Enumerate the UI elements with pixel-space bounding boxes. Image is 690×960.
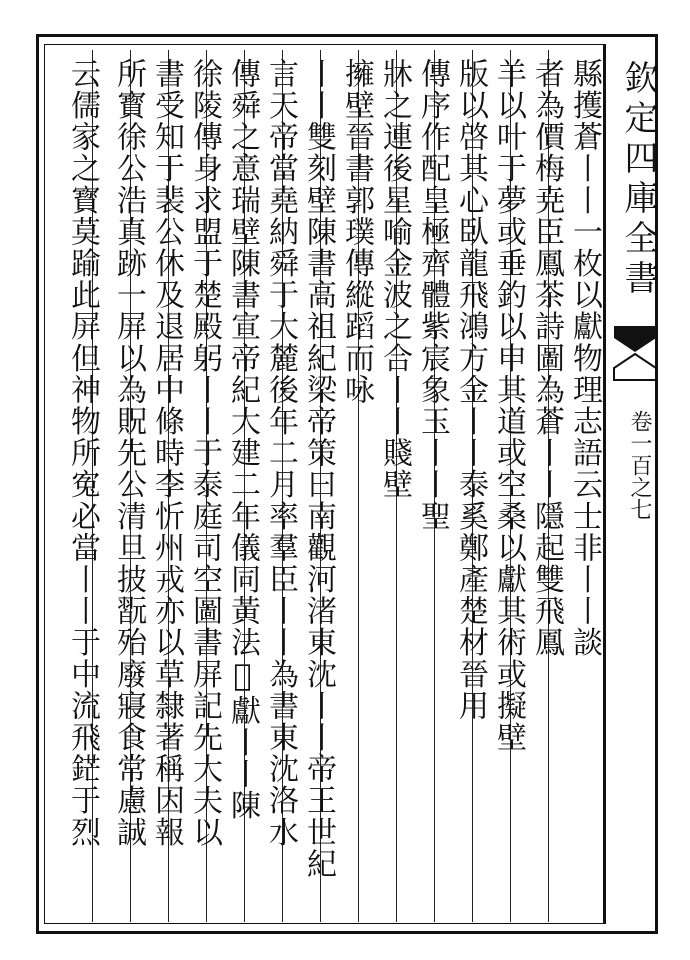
text-column: 傳舜之意瑞壁陳書宣帝紀大建二年儀同黃法𣯛獻丨丨陳: [225, 58, 260, 822]
margin-volume-number: 卷一百之七: [627, 410, 652, 520]
text-column: 書受知于裴公休及退居中條時李忻州戎亦以草隸著稱因報: [149, 58, 184, 848]
fishtail-mark-icon: [610, 318, 660, 388]
text-column: 版以啓其心臥龍飛鴻方金丨丨泰奚鄭產楚材晉用: [453, 58, 488, 722]
text-column: 縣擭蒼丨丨一枚以獻物理志語云士非丨丨談: [567, 58, 602, 659]
margin-book-title: 欽定四庫全書: [618, 60, 658, 300]
text-column: 者為價梅尭臣鳳茶詩圖為蒼丨丨隱起雙飛鳳: [529, 58, 564, 659]
text-column: 丨丨雙刻壁陳書高祖紀梁帝策曰南觀河渚東沈丨丨帝王世紀: [301, 58, 336, 880]
text-column: 云儒家之寳莫踰此屏但神物所寃必當丨丨于中流飛鋩于烈: [65, 58, 100, 848]
text-column: 牀之連後星喻金波之合丨丨賤壁: [377, 58, 412, 501]
text-column: 言天帝當堯納舜于大麓後年二月率羣臣丨丨為書東沈洛水: [263, 58, 298, 848]
text-column: 擁壁晉書郭璞傳縱蹈而咏: [339, 58, 374, 406]
text-column: 所寳徐公浩真跡一屏以為貺先公清旦披翫殆廢寢食常慮誠: [111, 58, 146, 848]
text-column: 傳序作配皇極齊體紫宸象玉丨丨聖: [415, 58, 450, 532]
text-column: 徐陵傳身求盟于楚殿躬丨丨于泰庭司空圖書屏記先大夫以: [187, 58, 222, 848]
text-column: 羊以叶于夢或垂釣以申其道或空桑以獻其術或擬壁: [491, 58, 526, 754]
